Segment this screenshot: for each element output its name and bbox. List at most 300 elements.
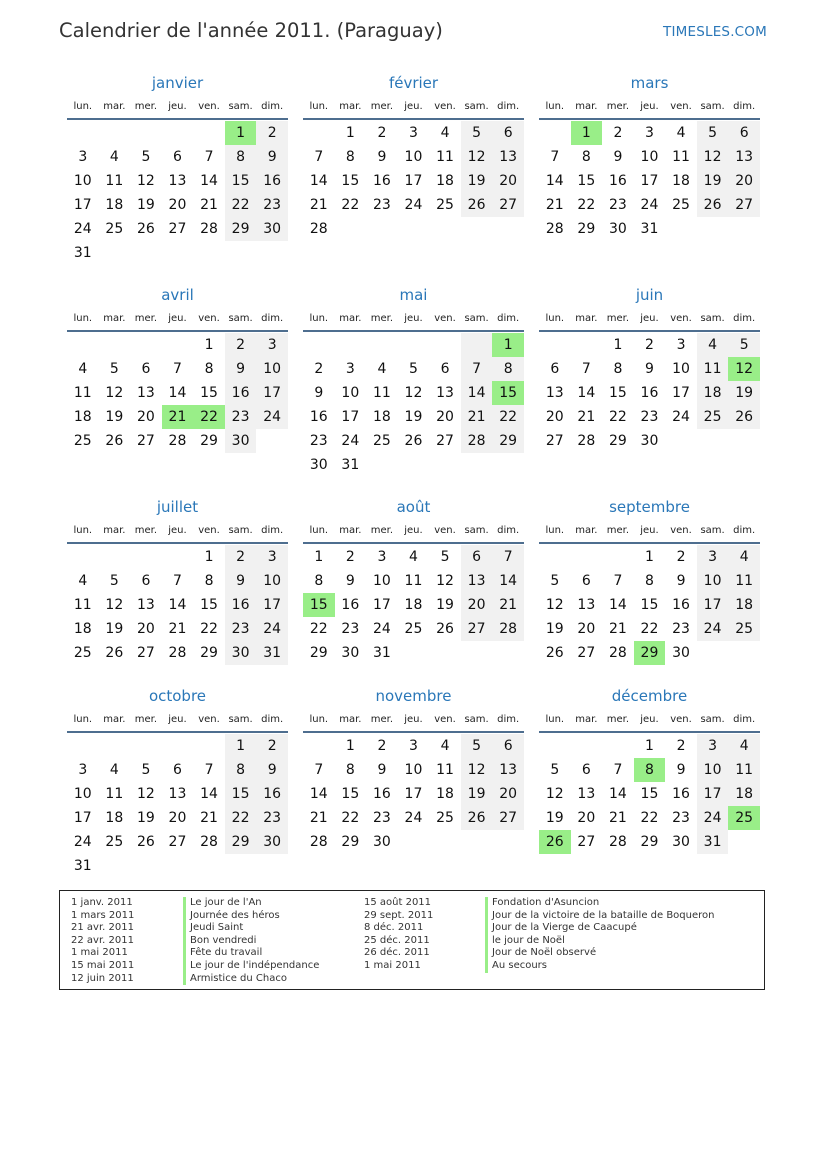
empty-day-cell bbox=[429, 333, 461, 357]
day-cell: 10 bbox=[697, 758, 729, 782]
weekday-label: ven. bbox=[198, 313, 220, 324]
day-cell: 12 bbox=[697, 145, 729, 169]
weekday-label: jeu. bbox=[640, 714, 659, 725]
day-cell: 28 bbox=[545, 221, 564, 237]
legend-date: 26 déc. 2011 bbox=[364, 947, 430, 959]
day-cell: 29 bbox=[608, 433, 627, 449]
day-cell: 13 bbox=[436, 385, 454, 401]
empty-day-cell bbox=[398, 453, 430, 477]
empty-day-cell bbox=[162, 734, 194, 758]
day-cell: 12 bbox=[545, 597, 564, 613]
day-cell: 8 bbox=[345, 762, 355, 778]
empty-day-cell bbox=[697, 217, 729, 241]
month-name: septembre bbox=[609, 498, 690, 516]
day-cell: 28 bbox=[608, 834, 627, 850]
empty-day-cell bbox=[602, 545, 634, 569]
week-row bbox=[67, 641, 288, 665]
holiday-day-cell: 25 bbox=[728, 806, 760, 830]
legend-holiday-name: Fondation d'Asuncion bbox=[485, 897, 715, 910]
weekday-header bbox=[303, 309, 524, 329]
day-cell: 17 bbox=[73, 810, 92, 826]
empty-day-cell bbox=[492, 453, 524, 477]
header-rule bbox=[303, 330, 524, 332]
day-cell: 29 bbox=[492, 429, 524, 453]
day-cell: 23 bbox=[372, 197, 391, 213]
empty-day-cell bbox=[335, 333, 367, 357]
empty-day-cell bbox=[539, 121, 571, 145]
day-cell: 25 bbox=[436, 197, 454, 213]
day-cell: 10 bbox=[73, 786, 92, 802]
empty-day-cell bbox=[728, 217, 760, 241]
month-3 bbox=[539, 73, 760, 241]
day-cell: 20 bbox=[168, 810, 187, 826]
empty-day-cell bbox=[728, 641, 760, 665]
day-cell: 16 bbox=[372, 786, 391, 802]
day-grid bbox=[303, 734, 524, 854]
empty-day-cell bbox=[193, 734, 225, 758]
day-cell: 16 bbox=[608, 173, 627, 189]
holiday-legend bbox=[59, 890, 765, 990]
day-cell: 4 bbox=[78, 573, 88, 589]
weekday-label: mer. bbox=[370, 101, 394, 112]
day-cell: 26 bbox=[105, 433, 124, 449]
week-row bbox=[67, 806, 288, 830]
week-row bbox=[67, 758, 288, 782]
day-cell: 20 bbox=[136, 621, 155, 637]
empty-day-cell bbox=[429, 830, 461, 854]
day-cell: 13 bbox=[136, 385, 155, 401]
day-cell: 27 bbox=[577, 834, 596, 850]
week-row bbox=[303, 758, 524, 782]
weekday-label: mer. bbox=[370, 714, 394, 725]
day-cell: 30 bbox=[309, 457, 328, 473]
week-row bbox=[67, 545, 288, 569]
day-cell: 21 bbox=[461, 405, 493, 429]
day-cell: 31 bbox=[73, 858, 92, 874]
week-row bbox=[539, 758, 760, 782]
weekday-label: lun. bbox=[309, 313, 329, 324]
empty-day-cell bbox=[67, 734, 99, 758]
month-10 bbox=[67, 686, 288, 878]
weekday-label: mer. bbox=[134, 313, 158, 324]
empty-day-cell bbox=[130, 121, 162, 145]
day-cell: 24 bbox=[256, 405, 288, 429]
month-8 bbox=[303, 497, 524, 665]
day-cell: 21 bbox=[577, 409, 596, 425]
holiday-day-cell: 21 bbox=[162, 405, 194, 429]
legend-date: 12 juin 2011 bbox=[71, 972, 134, 984]
day-cell: 16 bbox=[672, 786, 690, 802]
empty-day-cell bbox=[130, 734, 162, 758]
day-cell: 16 bbox=[256, 782, 288, 806]
weekday-label: ven. bbox=[434, 313, 456, 324]
weekday-label: sam. bbox=[228, 101, 253, 112]
day-cell: 21 bbox=[545, 197, 564, 213]
day-cell: 4 bbox=[109, 149, 119, 165]
day-cell: 31 bbox=[697, 830, 729, 854]
day-cell: 12 bbox=[404, 385, 423, 401]
day-cell: 4 bbox=[728, 545, 760, 569]
day-cell: 14 bbox=[200, 173, 218, 189]
week-row bbox=[303, 734, 524, 758]
day-cell: 21 bbox=[309, 810, 328, 826]
legend-date: 1 janv. 2011 bbox=[71, 897, 133, 908]
day-cell: 12 bbox=[436, 573, 454, 589]
weekday-label: mer. bbox=[134, 714, 158, 725]
day-cell: 9 bbox=[225, 357, 257, 381]
week-row bbox=[67, 381, 288, 405]
month-name: août bbox=[396, 498, 431, 516]
day-cell: 5 bbox=[141, 149, 151, 165]
week-row bbox=[539, 333, 760, 357]
day-cell: 7 bbox=[461, 357, 493, 381]
month-11 bbox=[303, 686, 524, 854]
empty-day-cell bbox=[162, 241, 194, 265]
day-cell: 2 bbox=[314, 361, 324, 377]
day-cell: 24 bbox=[73, 834, 92, 850]
empty-day-cell bbox=[665, 217, 697, 241]
legend-holiday-name: Journée des héros bbox=[183, 910, 319, 923]
day-cell: 20 bbox=[436, 409, 454, 425]
day-cell: 15 bbox=[225, 782, 257, 806]
day-cell: 6 bbox=[581, 573, 591, 589]
weekday-label: dim. bbox=[497, 313, 520, 324]
day-cell: 6 bbox=[173, 762, 182, 778]
day-cell: 14 bbox=[608, 597, 627, 613]
day-cell: 23 bbox=[256, 193, 288, 217]
week-row bbox=[303, 429, 524, 453]
day-cell: 7 bbox=[173, 573, 182, 589]
day-cell: 20 bbox=[136, 409, 155, 425]
holiday-day-cell: 1 bbox=[571, 121, 603, 145]
day-grid bbox=[67, 333, 288, 453]
weekday-label: ven. bbox=[670, 714, 692, 725]
day-cell: 6 bbox=[492, 121, 524, 145]
day-cell: 7 bbox=[550, 149, 560, 165]
day-cell: 16 bbox=[640, 385, 659, 401]
day-cell: 15 bbox=[225, 169, 257, 193]
day-cell: 31 bbox=[640, 221, 659, 237]
day-grid bbox=[67, 545, 288, 665]
weekday-label: dim. bbox=[261, 313, 284, 324]
empty-day-cell bbox=[461, 453, 493, 477]
empty-day-cell bbox=[193, 854, 225, 878]
weekday-label: jeu. bbox=[168, 714, 187, 725]
day-cell: 9 bbox=[256, 758, 288, 782]
weekday-label: mar. bbox=[575, 101, 598, 112]
weekday-label: mar. bbox=[103, 525, 126, 536]
day-grid bbox=[67, 734, 288, 878]
weekday-label: mar. bbox=[339, 313, 362, 324]
day-cell: 13 bbox=[168, 786, 187, 802]
week-row bbox=[303, 453, 524, 477]
day-cell: 12 bbox=[461, 145, 493, 169]
week-row bbox=[303, 333, 524, 357]
header-rule bbox=[67, 542, 288, 544]
empty-day-cell bbox=[571, 734, 603, 758]
day-cell: 11 bbox=[105, 786, 124, 802]
day-cell: 27 bbox=[492, 193, 524, 217]
week-row bbox=[539, 734, 760, 758]
day-cell: 11 bbox=[372, 385, 391, 401]
day-cell: 11 bbox=[73, 597, 92, 613]
day-cell: 26 bbox=[105, 645, 124, 661]
day-cell: 28 bbox=[200, 834, 218, 850]
legend-holiday-name: Jour de la victoire de la bataille de Boqueron bbox=[485, 910, 715, 923]
week-row bbox=[67, 569, 288, 593]
weekday-label: ven. bbox=[670, 101, 692, 112]
day-cell: 26 bbox=[136, 221, 155, 237]
weekday-label: ven. bbox=[670, 313, 692, 324]
legend-date: 15 août 2011 bbox=[364, 897, 432, 908]
weekday-label: lun. bbox=[309, 714, 329, 725]
day-cell: 1 bbox=[345, 738, 355, 754]
weekday-label: dim. bbox=[261, 525, 284, 536]
day-cell: 14 bbox=[309, 786, 328, 802]
day-cell: 24 bbox=[256, 617, 288, 641]
day-cell: 26 bbox=[436, 621, 454, 637]
empty-day-cell bbox=[162, 545, 194, 569]
day-cell: 25 bbox=[73, 433, 92, 449]
weekday-label: lun. bbox=[545, 714, 565, 725]
week-row bbox=[67, 193, 288, 217]
weekday-label: mer. bbox=[606, 714, 630, 725]
empty-day-cell bbox=[461, 333, 493, 357]
day-cell: 4 bbox=[697, 333, 729, 357]
day-cell: 23 bbox=[225, 617, 257, 641]
header-rule bbox=[303, 118, 524, 120]
weekday-label: ven. bbox=[434, 101, 456, 112]
day-cell: 11 bbox=[436, 149, 454, 165]
empty-day-cell bbox=[130, 854, 162, 878]
week-row bbox=[303, 830, 524, 854]
day-cell: 28 bbox=[309, 221, 328, 237]
day-cell: 22 bbox=[225, 193, 257, 217]
brand-logo-text[interactable]: TIMESLES.COM bbox=[663, 24, 767, 40]
day-cell: 17 bbox=[697, 593, 729, 617]
day-cell: 23 bbox=[672, 810, 690, 826]
header-rule bbox=[67, 330, 288, 332]
day-cell: 22 bbox=[577, 197, 596, 213]
day-cell: 5 bbox=[550, 573, 560, 589]
day-cell: 23 bbox=[372, 810, 391, 826]
week-row bbox=[67, 734, 288, 758]
day-cell: 20 bbox=[545, 409, 564, 425]
weekday-label: dim. bbox=[497, 714, 520, 725]
holiday-day-cell: 12 bbox=[728, 357, 760, 381]
weekday-label: mar. bbox=[339, 525, 362, 536]
week-row bbox=[67, 429, 288, 453]
day-cell: 30 bbox=[256, 830, 288, 854]
day-cell: 1 bbox=[204, 337, 214, 353]
empty-day-cell bbox=[162, 333, 194, 357]
weekday-label: dim. bbox=[733, 525, 756, 536]
empty-day-cell bbox=[697, 429, 729, 453]
week-row bbox=[303, 569, 524, 593]
empty-day-cell bbox=[429, 641, 461, 665]
day-cell: 6 bbox=[141, 573, 151, 589]
month-name: février bbox=[388, 74, 439, 92]
month-name: juillet bbox=[156, 498, 199, 516]
weekday-label: sam. bbox=[700, 313, 725, 324]
day-cell: 17 bbox=[256, 593, 288, 617]
holiday-day-cell: 1 bbox=[492, 333, 524, 357]
day-cell: 1 bbox=[204, 549, 214, 565]
week-row bbox=[303, 381, 524, 405]
day-cell: 14 bbox=[200, 786, 218, 802]
day-cell: 13 bbox=[492, 758, 524, 782]
week-row bbox=[303, 782, 524, 806]
day-cell: 19 bbox=[136, 197, 155, 213]
week-row bbox=[67, 830, 288, 854]
day-cell: 3 bbox=[78, 762, 88, 778]
week-row bbox=[539, 569, 760, 593]
day-cell: 17 bbox=[404, 786, 423, 802]
day-grid bbox=[539, 545, 760, 665]
month-5 bbox=[303, 285, 524, 477]
day-cell: 30 bbox=[672, 834, 690, 850]
weekday-label: mar. bbox=[575, 525, 598, 536]
empty-day-cell bbox=[728, 429, 760, 453]
day-cell: 21 bbox=[492, 593, 524, 617]
day-cell: 24 bbox=[404, 810, 423, 826]
day-cell: 20 bbox=[492, 782, 524, 806]
day-cell: 18 bbox=[672, 173, 690, 189]
header-rule bbox=[539, 731, 760, 733]
day-cell: 4 bbox=[377, 361, 387, 377]
day-cell: 3 bbox=[345, 361, 355, 377]
month-4 bbox=[67, 285, 288, 453]
empty-day-cell bbox=[67, 333, 99, 357]
day-cell: 15 bbox=[640, 786, 659, 802]
day-cell: 27 bbox=[577, 645, 596, 661]
empty-day-cell bbox=[67, 545, 99, 569]
day-cell: 29 bbox=[640, 834, 659, 850]
legend-holiday-name: le jour de Noël bbox=[485, 935, 715, 948]
weekday-label: mer. bbox=[370, 525, 394, 536]
day-cell: 28 bbox=[577, 433, 596, 449]
day-cell: 9 bbox=[676, 762, 686, 778]
day-cell: 9 bbox=[225, 569, 257, 593]
weekday-label: sam. bbox=[228, 313, 253, 324]
week-row bbox=[539, 617, 760, 641]
header-rule bbox=[539, 118, 760, 120]
day-cell: 24 bbox=[640, 197, 659, 213]
day-cell: 18 bbox=[404, 597, 423, 613]
day-cell: 9 bbox=[345, 573, 355, 589]
day-cell: 20 bbox=[577, 810, 596, 826]
legend-date: 1 mai 2011 bbox=[71, 947, 128, 959]
week-row bbox=[539, 121, 760, 145]
weekday-label: sam. bbox=[700, 525, 725, 536]
weekday-label: mar. bbox=[103, 714, 126, 725]
empty-day-cell bbox=[303, 734, 335, 758]
day-cell: 10 bbox=[372, 573, 391, 589]
day-cell: 6 bbox=[461, 545, 493, 569]
day-cell: 30 bbox=[256, 217, 288, 241]
day-cell: 10 bbox=[404, 762, 423, 778]
weekday-label: sam. bbox=[228, 714, 253, 725]
weekday-label: sam. bbox=[464, 101, 489, 112]
day-cell: 10 bbox=[256, 357, 288, 381]
day-cell: 17 bbox=[404, 173, 423, 189]
day-cell: 10 bbox=[256, 569, 288, 593]
day-cell: 17 bbox=[73, 197, 92, 213]
day-cell: 23 bbox=[309, 433, 328, 449]
weekday-label: ven. bbox=[434, 714, 456, 725]
day-cell: 10 bbox=[73, 173, 92, 189]
day-cell: 10 bbox=[672, 361, 690, 377]
day-cell: 23 bbox=[341, 621, 360, 637]
empty-day-cell bbox=[162, 854, 194, 878]
day-cell: 15 bbox=[200, 385, 218, 401]
day-cell: 29 bbox=[309, 645, 328, 661]
day-cell: 10 bbox=[640, 149, 659, 165]
legend-date: 22 avr. 2011 bbox=[71, 934, 134, 946]
week-row bbox=[303, 193, 524, 217]
day-cell: 14 bbox=[545, 173, 564, 189]
month-name: mars bbox=[630, 74, 669, 92]
weekday-label: lun. bbox=[545, 101, 565, 112]
day-cell: 6 bbox=[141, 361, 151, 377]
day-cell: 19 bbox=[545, 810, 564, 826]
week-row bbox=[303, 217, 524, 241]
day-cell: 9 bbox=[613, 149, 623, 165]
day-cell: 1 bbox=[345, 125, 355, 141]
week-row bbox=[539, 830, 760, 854]
day-cell: 8 bbox=[204, 361, 214, 377]
day-cell: 11 bbox=[697, 357, 729, 381]
week-row bbox=[303, 641, 524, 665]
holiday-day-cell: 15 bbox=[303, 593, 335, 617]
weekday-label: ven. bbox=[198, 525, 220, 536]
day-cell: 25 bbox=[404, 621, 423, 637]
day-cell: 15 bbox=[640, 597, 659, 613]
empty-day-cell bbox=[571, 333, 603, 357]
header-rule bbox=[539, 542, 760, 544]
day-cell: 19 bbox=[728, 381, 760, 405]
empty-day-cell bbox=[539, 545, 571, 569]
weekday-header bbox=[303, 521, 524, 541]
day-cell: 3 bbox=[256, 545, 288, 569]
day-cell: 27 bbox=[168, 834, 187, 850]
day-cell: 4 bbox=[728, 734, 760, 758]
day-cell: 15 bbox=[200, 597, 218, 613]
weekday-label: mar. bbox=[575, 313, 598, 324]
legend-holiday-name: Au secours bbox=[485, 960, 715, 973]
week-row bbox=[67, 121, 288, 145]
day-cell: 9 bbox=[645, 361, 654, 377]
day-cell: 31 bbox=[73, 245, 92, 261]
day-cell: 24 bbox=[672, 409, 690, 425]
week-row bbox=[539, 593, 760, 617]
legend-names-right bbox=[485, 897, 715, 973]
day-cell: 22 bbox=[225, 806, 257, 830]
day-cell: 12 bbox=[105, 385, 124, 401]
day-cell: 23 bbox=[256, 806, 288, 830]
month-7 bbox=[67, 497, 288, 665]
empty-day-cell bbox=[225, 241, 257, 265]
day-cell: 23 bbox=[672, 621, 690, 637]
empty-day-cell bbox=[225, 854, 257, 878]
empty-day-cell bbox=[303, 121, 335, 145]
weekday-label: ven. bbox=[198, 101, 220, 112]
empty-day-cell bbox=[398, 641, 430, 665]
day-cell: 25 bbox=[672, 197, 690, 213]
day-cell: 25 bbox=[105, 834, 124, 850]
day-cell: 4 bbox=[78, 361, 88, 377]
empty-day-cell bbox=[366, 453, 398, 477]
